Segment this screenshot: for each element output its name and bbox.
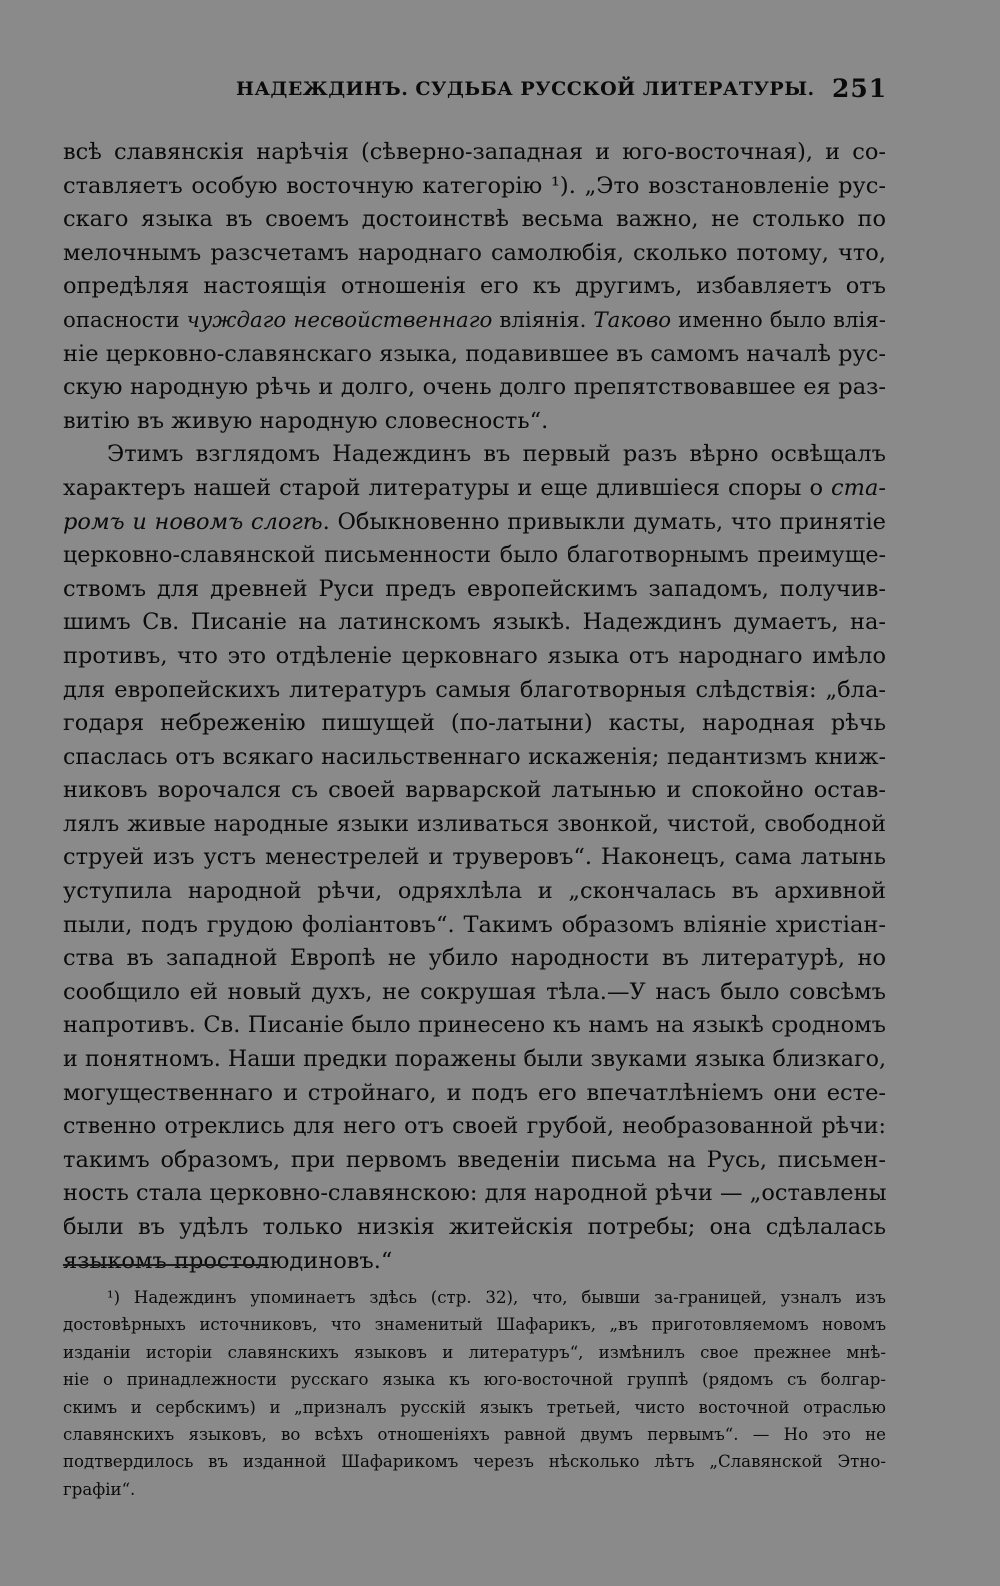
running-title: НАДЕЖДИНЪ. СУДЬБА РУССКОЙ ЛИТЕРАТУРЫ. [236,78,815,100]
footnote-line: графіи“. [63,1479,136,1499]
paragraph-1 [63,136,886,438]
paragraph-2 [63,438,886,1278]
text-line: напротивъ. Св. Писаніе было принесено къ намъ на языкѣ сродномъ [63,1012,886,1039]
text-line: языкомъ простолюдиновъ.“ [63,1247,393,1274]
text-line: ства въ западной Европѣ не убило народности въ литературѣ, но [63,945,886,972]
text-line: могущественнаго и стройнаго, и подъ его впечатлѣніемъ они есте- [63,1079,886,1106]
text-line: ствомъ для древней Руси предъ европейскимъ западомъ, получив- [63,575,886,602]
text-line: пыли, подъ грудою фоліантовъ“. Такимъ образомъ вліяніе христіан- [63,911,886,938]
text-line: спаслась отъ всякаго насильственнаго искаженія; педантизмъ книж- [63,743,886,770]
text-line: уступила народной рѣчи, одряхлѣла и „скончалась въ архивной [63,878,886,905]
text-line: были въ удѣлъ только низкія житейскія потребы; она сдѣлалась [63,1214,886,1240]
footnote-line: достовѣрныхъ источниковъ, что знаменитый Шафарикъ, „въ приготовляемомъ новомъ [63,1315,886,1335]
text-line: Этимъ взглядомъ Надеждинъ въ первый разъ вѣрно освѣщалъ [107,441,886,468]
text-line: витію въ живую народную словесность“. [63,407,549,434]
text-run: характеръ нашей старой литературы и еще длившіеся споры о [63,474,832,501]
text-line: и понятномъ. Наши предки поражены были звуками языка близкаго, [63,1046,886,1073]
footnote-line: скимъ и сербскимъ) и „призналъ русскій языкъ третьей, чисто восточной отраслью [63,1397,886,1417]
italic-phrase: чуждаго несвойственнаго [186,307,493,333]
text-run: опасности [63,307,187,333]
text-line: ность стала церковно-славянскою: для народной рѣчи — „оставлены [63,1180,887,1207]
text-line [63,506,886,540]
italic-phrase: Таково [593,307,672,333]
text-line: лялъ живые народные языки изливаться звонкой, чистой, свободной [63,810,886,837]
text-line: скую народную рѣчь и долго, очень долго препятствовавшее ея раз- [63,374,886,401]
text-line: для европейскихъ литературъ самыя благотворныя слѣдствія: „бла- [63,676,886,703]
text-line: никовъ ворочался съ своей варварской латынью и спокойно остав- [63,777,886,804]
text-line: струей изъ устъ менестрелей и труверовъ“. Наконецъ, сама латынь [63,844,886,871]
footnote-line: ніе о принадлежности русскаго языка къ юго-восточной группѣ (рядомъ съ болгар- [63,1370,886,1390]
text-run: именно было влія- [671,307,886,333]
footnote [63,1284,886,1503]
text-line [63,304,886,338]
footnote-divider [63,1264,268,1266]
text-line: церковно-славянской письменности было благотворнымъ преимуще- [63,542,886,569]
footnote-line: подтвердилось въ изданной Шафарикомъ черезъ нѣсколько лѣтъ „Славянской Этно- [63,1452,886,1472]
text-line: мелочнымъ разсчетамъ народнаго самолюбія, сколько потому, что, [63,239,886,266]
text-line: годаря небреженію пишущей (по-латыни) касты, народная рѣчь [63,710,886,737]
text-line: шимъ Св. Писаніе на латинскомъ языкѣ. Надеждинъ думаетъ, на- [63,609,886,636]
text-line: всѣ славянскія нарѣчія (сѣверно-западная и юго-восточная), и со- [63,139,886,165]
main-text [63,136,886,1278]
text-line [63,472,886,506]
text-line: ственно отреклись для него отъ своей грубой, необразованной рѣчи: [63,1113,886,1140]
text-run: вліянія. [492,307,594,333]
italic-phrase: ромъ и новомъ слогѣ [63,508,323,535]
footnote-line: ¹) Надеждинъ упоминаетъ здѣсь (стр. 32), что, бывши за-границей, узналъ изъ [107,1288,886,1307]
text-line: сообщило ей новый духъ, не сокрушая тѣла.—У насъ было совсѣмъ [63,978,886,1005]
text-line: противъ, что это отдѣленіе церковнаго языка отъ народнаго имѣло [63,642,886,669]
text-line: ніе церковно-славянскаго языка, подавившее въ самомъ началѣ рус- [63,340,886,367]
text-line: скаго языка въ своемъ достоинствѣ весьма важно, не столько по [63,206,886,233]
text-run: . Обыкновенно привыкли думать, что принятіе [322,508,886,535]
text-line: опредѣляя настоящія отношенія его къ другимъ, избавляетъ отъ [63,273,886,300]
italic-phrase: ста- [831,474,886,501]
page-number: 251 [832,74,888,103]
text-line: такимъ образомъ, при первомъ введеніи письма на Русь, письмен- [63,1146,886,1173]
footnote-line: славянскихъ языковъ, во всѣхъ отношеніяхъ равной двумъ первымъ“. — Но это не [63,1424,886,1444]
text-line: ставляетъ особую восточную категорію ¹). „Это возстановленіе рус- [63,172,886,199]
footnote-line: изданіи исторіи славянскихъ языковъ и литературъ“, измѣнилъ свое прежнее мнѣ- [63,1342,886,1362]
